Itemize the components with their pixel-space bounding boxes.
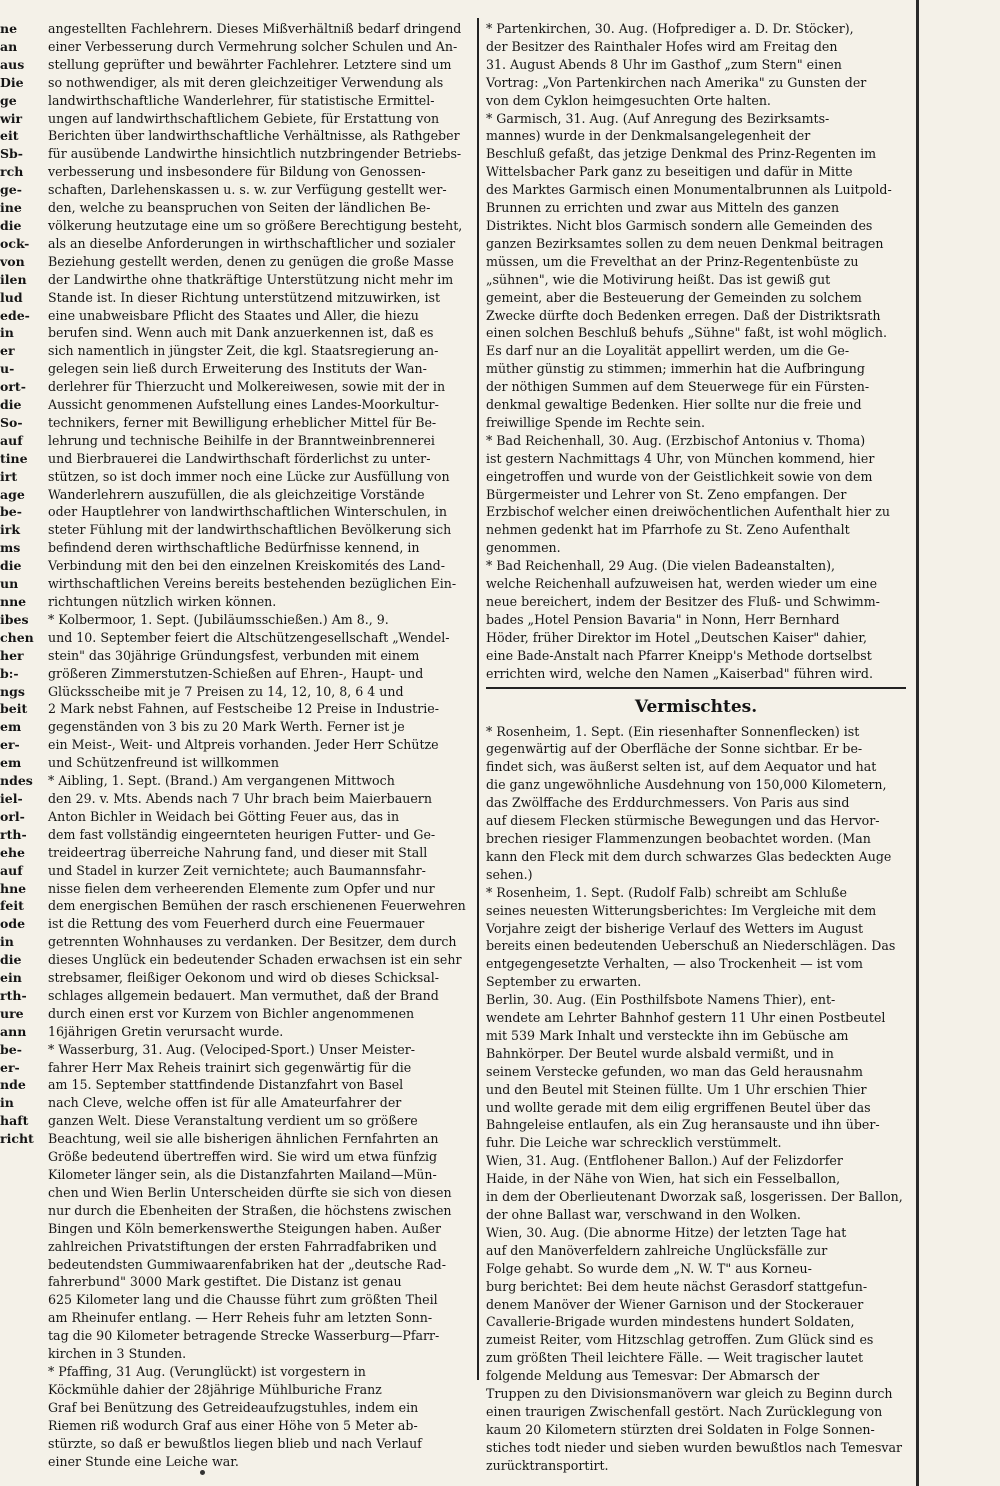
text-line: Stande ist. In dieser Richtung unterstützend mitzuwirken, ist <box>48 289 441 305</box>
text-line: auf den Manöverfeldern zahlreiche Unglücksfälle zur <box>486 1242 828 1258</box>
text-line: am 15. September stattfindende Distanzfahrt von Basel <box>48 1077 404 1093</box>
text-line: oder Hauptlehrer von landwirthschaftlichen Winterschulen, in <box>48 504 447 520</box>
text-line: Größe bedeutend übertreffen wird. Sie wird um etwa fünfzig <box>48 1149 438 1165</box>
text-line: neue bereichert, indem der Besitzer des Fluß- und Schwimm- <box>486 594 880 609</box>
text-line: Es darf nur an die Loyalität appellirt werden, um die Ge- <box>486 343 850 359</box>
text-line: * Kolbermoor, 1. Sept. (Jubiläumsschießen.) Am 8., 9. <box>48 611 389 627</box>
edge-fragment: irt <box>0 468 18 484</box>
text-line: Haide, in der Nähe von Wien, hat sich ein Fesselballon, <box>486 1171 841 1187</box>
text-line: des Marktes Garmisch einen Monumentalbrunnen als Luitpold- <box>486 182 892 198</box>
text-line: nisse fielen dem verheerenden Elemente zum Opfer und nur <box>48 880 435 896</box>
text-line: zurücktransportirt. <box>486 1457 609 1473</box>
right-column <box>486 20 906 1475</box>
text-line: sehen.) <box>486 866 533 882</box>
text-line: in dem der Oberlieutenant Dworzak saß, losgerissen. Der Ballon, <box>486 1189 903 1205</box>
edge-fragment: iel- <box>0 790 23 806</box>
edge-fragment: die <box>0 217 22 233</box>
edge-fragment: rth- <box>0 826 27 842</box>
text-line: kirchen in 3 Stunden. <box>48 1346 187 1362</box>
text-line: gelegen sein ließ durch Erweiterung des Instituts der Wan- <box>48 361 427 377</box>
text-line: der nöthigen Summen auf dem Steuerwege für ein Fürsten- <box>486 379 870 395</box>
text-line: Truppen zu den Divisionsmanövern war gleich zu Beginn durch <box>486 1386 893 1402</box>
text-line: Wien, 30. Aug. (Die abnorme Hitze) der letzten Tage hat <box>486 1224 847 1240</box>
edge-fragment: von <box>0 253 25 269</box>
text-line: ganzen Bezirksamtes sollen zu dem neuen Denkmal beitragen <box>486 235 884 251</box>
text-line: völkerung heutzutage eine um so größere Berechtigung besteht, <box>48 217 463 233</box>
edge-fragment: tine <box>0 450 28 466</box>
edge-fragment: haft <box>0 1113 29 1129</box>
text-line: entgegengesetzte Verhalten, — also Trockenheit — ist vom <box>486 956 863 972</box>
page-edge-rule <box>916 0 919 1486</box>
edge-fragment: em <box>0 755 22 771</box>
edge-fragment: orl- <box>0 808 25 824</box>
edge-fragment: wir <box>0 110 23 126</box>
edge-fragment: auf <box>0 862 23 878</box>
text-line: richtungen nützlich wirken können. <box>48 594 277 609</box>
edge-fragment: em <box>0 719 22 735</box>
text-line: Wittelsbacher Park ganz zu beseitigen und dafür in Mitte <box>486 164 853 180</box>
text-line: Brunnen zu errichten und zwar aus Mitteln des ganzen <box>486 200 840 216</box>
edge-fragment: feit <box>0 898 24 914</box>
text-line: kann den Fleck mit dem durch schwarzes Glas bedeckten Auge <box>486 848 892 864</box>
text-line: mit 539 Mark Inhalt und versteckte ihn im Gebüsche am <box>486 1027 849 1043</box>
edge-fragment: die <box>0 558 22 574</box>
text-line: Erzbischof welcher einen dreiwöchentlichen Aufenthalt hier zu <box>486 504 890 520</box>
edge-fragment: ndes <box>0 773 33 789</box>
edge-fragment: ede- <box>0 307 30 323</box>
text-line: chen und Wien Berlin Unterscheiden dürfte sie sich von diesen <box>48 1184 452 1200</box>
text-line: landwirthschaftliche Wanderlehrer, für statistische Ermittel- <box>48 92 435 108</box>
text-line: Wanderlehrern auszufüllen, die als gleichzeitige Vorstände <box>48 486 425 502</box>
edge-fragment: age <box>0 486 25 502</box>
edge-fragment: ock- <box>0 235 30 251</box>
text-line: kaum 20 Kilometern stürzten drei Soldaten in Folge Sonnen- <box>486 1421 875 1437</box>
text-line: befindend deren wirthschaftliche Bedürfnisse kennend, in <box>48 540 420 556</box>
text-line: ist gestern Nachmittags 4 Uhr, von München kommend, hier <box>486 450 875 466</box>
text-line: und den Beutel mit Steinen füllte. Um 1 Uhr erschien Thier <box>486 1081 867 1097</box>
text-line: bedeutendsten Gummiwaarenfabriken hat der „deutsche Rad- <box>48 1256 446 1272</box>
text-line: fuhr. Die Leiche war schrecklich verstümmelt. <box>486 1135 782 1151</box>
text-line: von dem Cyklon heimgesuchten Orte halten. <box>486 92 771 108</box>
text-line: einen solchen Beschluß behufs „Sühne" faßt, ist wohl möglich. <box>486 325 887 341</box>
text-line: Bahngeleise entlaufen, als ein Zug heransauste und ihn über- <box>486 1117 880 1133</box>
text-line: der ohne Ballast war, verschwand in den Wolken. <box>486 1207 801 1222</box>
edge-fragment: ort- <box>0 379 26 395</box>
text-line: stellung geprüfter und bewährter Fachlehrer. Letztere sind um <box>48 56 452 72</box>
text-line: Wien, 31. Aug. (Entflohener Ballon.) Auf der Felizdorfer <box>486 1153 843 1169</box>
text-line: * Pfaffing, 31 Aug. (Verunglückt) ist vorgestern in <box>48 1363 366 1379</box>
text-line: das Zwölffache des Erddurchmessers. Von Paris aus sind <box>486 795 850 811</box>
text-line: Bürgermeister und Lehrer von St. Zeno empfangen. Der <box>486 486 847 502</box>
edge-fragment: ine <box>0 200 22 216</box>
text-line: nach Cleve, welche offen ist für alle Amateurfahrer der <box>48 1095 402 1111</box>
edge-fragment: ms <box>0 540 21 556</box>
text-line: Graf bei Benützung des Getreideaufzugstuhles, indem ein <box>48 1399 419 1415</box>
edge-fragment: un <box>0 576 19 592</box>
text-line: die ganz ungewöhnliche Ausdehnung von 150,000 Kilometern, <box>486 777 887 793</box>
text-line: denem Manöver der Wiener Garnison und der Stockerauer <box>486 1296 864 1312</box>
text-line: und Schützenfreund ist willkommen <box>48 755 279 771</box>
text-line: Vortrag: „Von Partenkirchen nach Amerika" zu Gunsten der <box>486 74 867 90</box>
text-line: den 29. v. Mts. Abends nach 7 Uhr brach beim Maierbauern <box>48 790 432 806</box>
text-line: steter Fühlung mit der landwirthschaftlichen Bevölkerung sich <box>48 522 452 538</box>
text-line: der Besitzer des Rainthaler Hofes wird am Freitag den <box>486 38 838 54</box>
text-line: zum größten Theil leichtere Fälle. — Weit tragischer lautet <box>486 1350 864 1366</box>
text-line: seines neuesten Witterungsberichtes: Im Vergleiche mit dem <box>486 902 877 918</box>
text-line: stein" das 30jährige Gründungsfest, verbunden mit einem <box>48 647 420 663</box>
text-line: fahrerbund" 3000 Mark gestiftet. Die Distanz ist genau <box>48 1274 402 1290</box>
text-line: tag die 90 Kilometer betragende Strecke Wasserburg—Pfarr- <box>48 1328 440 1344</box>
text-line: brechen riesiger Flammenzungen beobachtet worden. (Man <box>486 830 871 846</box>
text-line: Kilometer länger sein, als die Distanzfahrten Mailand—Mün- <box>48 1167 437 1182</box>
edge-fragment: Die <box>0 74 24 90</box>
text-line: Beschluß gefaßt, das jetzige Denkmal des Prinz-Regenten im <box>486 146 877 162</box>
text-line: September zu erwarten. <box>486 974 642 990</box>
text-line: als an dieselbe Anforderungen in wirthschaftlicher und sozialer <box>48 235 456 251</box>
text-line: bereits einen bedeutenden Ueberschuß an Niederschlägen. Das <box>486 938 896 954</box>
edge-fragment: ein <box>0 970 22 986</box>
edge-fragment: ngs <box>0 683 25 699</box>
text-line: treideertrag überreiche Nahrung fand, und dieser mit Stall <box>48 844 428 860</box>
text-line: schaften, Darlehenskassen u. s. w. zur Verfügung gestellt wer- <box>48 182 447 198</box>
text-line: bades „Hotel Pension Bavaria" in Nonn, Herr Bernhard <box>486 611 840 627</box>
text-line: müssen, um die Frevelthat an der Prinz-Regentenbüste zu <box>486 253 859 269</box>
text-line: * Rosenheim, 1. Sept. (Ein riesenhafter Sonnenflecken) ist <box>486 723 860 739</box>
edge-fragment: chen <box>0 629 34 645</box>
text-line: eingetroffen und wurde von der Geistlichkeit sowie von dem <box>486 468 873 484</box>
edge-fragment: hne <box>0 880 27 896</box>
text-line: Köckmühle dahier der 28jährige Mühlburiche Franz <box>48 1381 382 1397</box>
text-line: burg berichtet: Bei dem heute nächst Gerasdorf stattgefun- <box>486 1278 868 1294</box>
text-line: * Bad Reichenhall, 30. Aug. (Erzbischof Antonius v. Thoma) <box>486 432 866 448</box>
text-line: gegenständen von 3 bis zu 20 Mark Werth. Ferner ist je <box>48 719 405 735</box>
text-line: einen traurigen Zwischenfall gestört. Nach Zurücklegung von <box>486 1403 883 1419</box>
edge-fragment: beit <box>0 701 28 717</box>
text-line: 16jährigen Gretin verursacht wurde. <box>48 1023 284 1039</box>
edge-fragment: die <box>0 952 22 968</box>
text-line: Höder, früher Direktor im Hotel „Deutschen Kaiser" dahier, <box>486 629 867 645</box>
text-line: 2 Mark nebst Fahnen, auf Festscheibe 12 Preise in Industrie- <box>48 701 439 717</box>
text-line: Berichten über landwirthschaftliche Verhältnisse, als Rathgeber <box>48 128 460 144</box>
text-line: auf diesem Flecken stürmische Bewegungen und das Hervor- <box>486 813 880 829</box>
text-line: lehrung und technische Beihilfe in der Branntweinbrennerei <box>48 432 435 448</box>
text-line: zahlreichen Privatstiftungen der ersten Fahrradfabriken und <box>48 1238 437 1254</box>
edge-fragment: ode <box>0 916 26 932</box>
edge-fragment: ibes <box>0 611 29 627</box>
text-line: * Rosenheim, 1. Sept. (Rudolf Falb) schreibt am Schluße <box>486 884 847 900</box>
text-line: technikers, ferner mit Bewilligung erheblicher Mittel für Be- <box>48 414 437 430</box>
text-line: dem energischen Bemühen der rasch erschienenen Feuerwehren <box>48 898 466 914</box>
edge-fragment: b:- <box>0 665 19 681</box>
text-line: welche Reichenhall aufzuweisen hat, werden wieder um eine <box>486 576 878 592</box>
edge-fragment: nde <box>0 1077 26 1093</box>
section-rule <box>486 687 906 689</box>
text-line: stürzte, so daß er bewußtlos liegen blieb und nach Verlauf <box>48 1435 422 1451</box>
text-line: mannes) wurde in der Denkmalsangelegenheit der <box>486 128 811 144</box>
text-line: den, welche zu beanspruchen von Seiten der ländlichen Be- <box>48 200 431 216</box>
edge-fragment: er <box>0 343 15 359</box>
text-line: einer Stunde eine Leiche war. <box>48 1453 239 1469</box>
right-column-news <box>486 20 906 683</box>
edge-fragment: be- <box>0 1041 22 1057</box>
edge-fragment: ge- <box>0 182 22 198</box>
text-line: dieses Unglück ein bedeutender Schaden erwachsen ist ein sehr <box>48 952 462 968</box>
text-line: Bahnkörper. Der Beutel wurde alsbald vermißt, und in <box>486 1045 834 1061</box>
edge-fragment: nne <box>0 594 27 609</box>
edge-fragment: er- <box>0 1059 20 1075</box>
edge-fragment: u- <box>0 361 15 377</box>
text-line: dem fast vollständig eingeernteten heurigen Futter- und Ge- <box>48 826 436 842</box>
text-line: ist die Rettung des vom Feuerherd durch eine Feuermauer <box>48 916 425 932</box>
text-line: Anton Bichler in Weidach bei Götting Feuer aus, das in <box>48 808 400 824</box>
edge-fragment: richt <box>0 1131 34 1147</box>
edge-fragment: be- <box>0 504 22 520</box>
text-line: * Garmisch, 31. Aug. (Auf Anregung des Bezirksamts- <box>486 110 830 126</box>
edge-fragment: lud <box>0 289 23 305</box>
text-line: Beziehung gestellt werden, denen zu genügen die große Masse <box>48 253 454 269</box>
text-line: gemeint, aber die Besteuerung der Gemeinden zu solchem <box>486 289 862 305</box>
edge-fragment: in <box>0 934 14 950</box>
text-line: ein Meist-, Weit- und Altpreis vorhanden. Jeder Herr Schütze <box>48 737 439 753</box>
text-line: und Bierbrauerei die Landwirthschaft förderlichst zu unter- <box>48 450 431 466</box>
text-line: denkmal gewaltige Bedenken. Hier sollte nur die freie und <box>486 397 862 413</box>
text-line: nur durch die Ebenheiten der Straßen, die höchstens zwischen <box>48 1202 452 1218</box>
text-line: errichten wird, welche den Namen „Kaiserbad" führen wird. <box>486 665 873 681</box>
edge-fragment: an <box>0 38 18 54</box>
text-line: Riemen riß wodurch Graf aus einer Höhe von 5 Meter ab- <box>48 1417 418 1433</box>
section-heading: Vermischtes. <box>634 696 758 717</box>
text-line: und Stadel in kurzer Zeit vernichtete; auch Baumannsfahr- <box>48 862 426 878</box>
previous-column-fragment <box>0 20 34 1380</box>
text-line: 31. August Abends 8 Uhr im Gasthof „zum Stern" einen <box>486 56 842 72</box>
text-line: * Bad Reichenhall, 29 Aug. (Die vielen Badeanstalten), <box>486 558 835 574</box>
edge-fragment: die <box>0 397 22 413</box>
edge-fragment: in <box>0 1095 14 1111</box>
text-line: schlages allgemein bedauert. Man vermuthet, daß der Brand <box>48 987 439 1003</box>
text-line: ganzen Welt. Diese Veranstaltung verdient um so größere <box>48 1113 418 1129</box>
edge-fragment: ann <box>0 1023 27 1039</box>
text-line: und 10. September feiert die Altschützengesellschaft „Wendel- <box>48 629 450 645</box>
text-line: freiwillige Spende im Rechte sein. <box>486 414 705 430</box>
edge-fragment: irk <box>0 522 20 538</box>
text-line: angestellten Fachlehrern. Dieses Mißverhältniß bedarf dringend <box>48 21 462 36</box>
text-line: genommen. <box>486 540 561 556</box>
text-line: zumeist Reiter, vom Hitzschlag getroffen. Zum Glück sind es <box>486 1332 874 1348</box>
text-line: eine Bade-Anstalt nach Pfarrer Kneipp's Methode dortselbst <box>486 647 872 663</box>
text-line: Glücksscheibe mit je 7 Preisen zu 14, 12, 10, 8, 6 4 und <box>48 683 404 699</box>
text-line: stiches todt nieder und sieben wurden bewußtlos nach Temesvar <box>486 1439 903 1455</box>
edge-fragment: ilen <box>0 271 27 287</box>
text-line: findet sich, was äußerst selten ist, auf dem Aequator und hat <box>486 759 877 775</box>
text-line: am Rheinufer entlang. — Herr Reheis fuhr am letzten Sonn- <box>48 1310 433 1326</box>
text-line: müther günstig zu stimmen; immerhin hat die Aufbringung <box>486 361 865 377</box>
edge-fragment: ne <box>0 21 18 36</box>
edge-fragment: auf <box>0 432 23 448</box>
text-line: derlehrer für Thierzucht und Molkereiwesen, sowie mit der in <box>48 379 446 395</box>
text-line: so nothwendiger, als mit deren gleichzeitiger Verwendung als <box>48 74 444 90</box>
text-line: * Aibling, 1. Sept. (Brand.) Am vergangenen Mittwoch <box>48 773 395 789</box>
text-line: Distriktes. Nicht blos Garmisch sondern alle Gemeinden des <box>486 217 873 233</box>
text-line: für ausübende Landwirthe hinsichtlich nutzbringender Betriebs- <box>48 146 462 162</box>
text-line: Zwecke dürfte doch Bedenken erregen. Daß der Distriktsrath <box>486 307 881 323</box>
text-line: Beachtung, weil sie alle bisherigen ähnlichen Fernfahrten an <box>48 1131 439 1147</box>
edge-fragment: ure <box>0 1005 24 1021</box>
text-line: stützen, so ist doch immer noch eine Lücke zur Ausfüllung von <box>48 468 450 484</box>
column-divider <box>477 18 479 1380</box>
text-line: verbesserung und insbesondere für Bildung von Genossen- <box>48 164 426 180</box>
edge-fragment: ge <box>0 92 17 108</box>
text-line: 625 Kilometer lang und die Chausse führt zum größten Theil <box>48 1292 438 1308</box>
text-line: wirthschaftlichen Vereins bereits bestehenden bezüglichen Ein- <box>48 576 457 592</box>
edge-fragment: aus <box>0 56 25 72</box>
text-line: und wollte gerade mit dem eilig ergriffenen Beutel über das <box>486 1099 871 1115</box>
edge-fragment: er- <box>0 737 20 753</box>
edge-fragment: her <box>0 647 24 663</box>
text-line: größeren Zimmerstutzen-Schießen auf Ehren-, Haupt- und <box>48 665 424 681</box>
edge-fragment: rth- <box>0 987 27 1003</box>
text-line: getrennten Wohnhauses zu verdanken. Der Besitzer, dem durch <box>48 934 457 950</box>
text-line: nehmen gedenkt hat im Pfarrhofe zu St. Zeno Aufenthalt <box>486 522 850 538</box>
edge-fragment: So- <box>0 414 23 430</box>
miscellaneous-news <box>486 723 906 1475</box>
text-line: einer Verbesserung durch Vermehrung solcher Schulen und An- <box>48 38 458 54</box>
text-line: berufen sind. Wenn auch mit Dank anzuerkennen ist, daß es <box>48 325 434 341</box>
text-line: gegenwärtig auf der Oberfläche der Sonne sichtbar. Er be- <box>486 741 863 757</box>
edge-fragment: ehe <box>0 844 25 860</box>
edge-fragment: Sb- <box>0 146 23 162</box>
text-line: sich namentlich in jüngster Zeit, die kgl. Staatsregierung an- <box>48 343 439 359</box>
text-line: Cavallerie-Brigade wurden mindestens hundert Soldaten, <box>486 1314 855 1330</box>
edge-fragment: rch <box>0 164 24 180</box>
text-line: der Landwirthe ohne thatkräftige Unterstützung nicht mehr im <box>48 271 454 287</box>
text-line: folgende Meldung aus Temesvar: Der Abmarsch der <box>486 1368 820 1384</box>
text-line: * Wasserburg, 31. Aug. (Velociped-Sport.) Unser Meister- <box>48 1041 416 1057</box>
text-line: strebsamer, fleißiger Oekonom und wird ob dieses Schicksal- <box>48 970 440 986</box>
text-line: „sühnen", wie die Motivirung heißt. Das ist gewiß gut <box>486 271 831 287</box>
text-line: Folge gehabt. So wurde dem „N. W. T" aus Korneu- <box>486 1260 812 1276</box>
ink-speck <box>200 1470 205 1475</box>
text-line: ungen auf landwirthschaftlichem Gebiete, für Erstattung von <box>48 110 440 126</box>
text-line: Berlin, 30. Aug. (Ein Posthilfsbote Namens Thier), ent- <box>486 992 836 1008</box>
text-line: fahrer Herr Max Reheis trainirt sich gegenwärtig für die <box>48 1059 412 1075</box>
text-line: durch einen erst vor Kurzem von Bichler angenommenen <box>48 1005 415 1021</box>
edge-fragment: eit <box>0 128 19 144</box>
text-line: Verbindung mit den bei den einzelnen Kreiskomités des Land- <box>48 558 445 574</box>
text-line: Bingen und Köln bemerkenswerthe Steigungen haben. Außer <box>48 1220 441 1236</box>
text-line: seinem Verstecke gefunden, wo man das Geld herausnahm <box>486 1063 863 1079</box>
left-column <box>48 20 472 1470</box>
text-line: * Partenkirchen, 30. Aug. (Hofprediger a. D. Dr. Stöcker), <box>486 21 854 36</box>
text-line: eine unabweisbare Pflicht des Staates und Aller, die hiezu <box>48 307 419 323</box>
edge-fragment: in <box>0 325 14 341</box>
text-line: wendete am Lehrter Bahnhof gestern 11 Uhr einen Postbeutel <box>486 1010 886 1026</box>
text-line: Aussicht genommenen Aufstellung eines Landes-Moorkultur- <box>48 397 439 413</box>
text-line: Vorjahre zeigt der bisherige Verlauf des Wetters im August <box>486 920 864 936</box>
